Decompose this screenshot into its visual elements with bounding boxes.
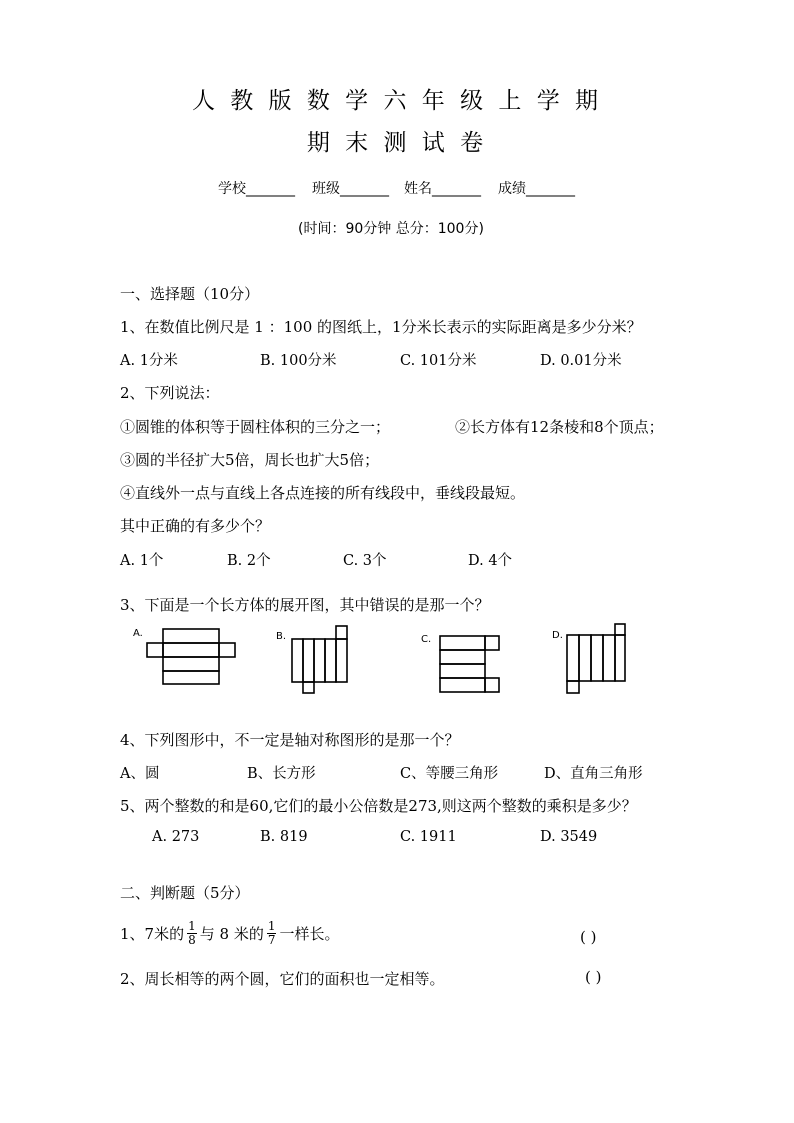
q2-text: 2、下列说法：	[120, 384, 220, 402]
q2-statement-4: ④直线外一点与直线上各点连接的所有线段中，垂线段最短。	[120, 484, 526, 502]
class-field: 班级_______	[312, 181, 389, 197]
q5-text: 5、两个整数的和是60,它们的最小公倍数是273,则这两个整数的乘积是多少？	[120, 797, 637, 815]
section2-heading: 二、判断题（5分）	[120, 884, 250, 902]
q4-option-b: B、长方形	[247, 766, 316, 782]
net-c-diagram	[430, 632, 510, 697]
judge-1-post: 一样长。	[279, 925, 340, 943]
score-field: 成绩_______	[498, 181, 575, 197]
q2-statement-3: ③圆的半径扩大5倍，周长也扩大5倍；	[120, 451, 380, 469]
school-field: 学校_______	[218, 181, 295, 197]
fraction-one-eighth	[187, 920, 197, 947]
judge-1-answer-paren: ( )	[580, 928, 597, 946]
q1-option-a: A. 1分米	[120, 353, 178, 369]
q4-text: 4、下列图形中，不一定是轴对称图形的是那一个？	[120, 731, 460, 749]
judge-1-pre: 1、7米的	[120, 925, 185, 943]
net-a-label: A.	[133, 628, 143, 639]
fraction-one-seventh	[267, 920, 277, 947]
q3-text: 3、下面是一个长方体的展开图，其中错误的是那一个？	[120, 596, 490, 614]
q1-option-c: C. 101分米	[400, 353, 477, 369]
q2-option-c: C. 3个	[343, 553, 387, 569]
fraction-denominator: 7	[267, 933, 276, 947]
net-d-diagram	[560, 620, 635, 698]
judge-2-text: 2、周长相等的两个圆，它们的面积也一定相等。	[120, 970, 445, 988]
fraction-numerator: 1	[188, 919, 196, 933]
q2-statement-2: ②长方体有12条棱和8个顶点；	[455, 418, 664, 436]
q5-option-d: D. 3549	[540, 829, 598, 845]
q2-option-b: B. 2个	[227, 553, 271, 569]
net-c-label: C.	[421, 634, 432, 645]
q4-option-a: A、圆	[120, 766, 160, 782]
q2-option-a: A. 1个	[120, 553, 164, 569]
judge-2-answer-paren: ( )	[585, 968, 602, 986]
net-b-label: B.	[276, 631, 287, 642]
page-title: 人 教 版 数 学 六 年 级 上 学 期	[191, 88, 603, 114]
time-score: (时间：90分钟 总分：100分)	[298, 221, 484, 237]
q2-ask: 其中正确的有多少个？	[120, 517, 271, 535]
judge-1-mid: 与 8 米的	[199, 925, 264, 943]
section1-heading: 一、选择题（10分）	[120, 285, 260, 303]
fraction-numerator: 1	[267, 919, 276, 933]
q4-option-c: C、等腰三角形	[400, 766, 499, 782]
judge-1	[120, 920, 339, 947]
page-subtitle: 期 末 测 试 卷	[306, 130, 488, 156]
q2-statement-1: ①圆锥的体积等于圆柱体积的三分之一；	[120, 418, 391, 436]
q5-option-c: C. 1911	[400, 829, 457, 845]
q1-text: 1、在数值比例尺是 1 ：100 的图纸上，1分米长表示的实际距离是多少分米？	[120, 318, 642, 336]
name-field: 姓名_______	[404, 181, 481, 197]
fraction-denominator: 8	[188, 933, 196, 947]
q1-option-b: B. 100分米	[260, 353, 337, 369]
q2-option-d: D. 4个	[468, 553, 513, 569]
net-b-diagram	[285, 622, 355, 697]
net-d-label: D.	[552, 630, 563, 641]
q5-option-b: B. 819	[260, 829, 308, 845]
q5-option-a: A. 273	[152, 829, 200, 845]
net-a-diagram	[140, 625, 240, 685]
q4-option-d: D、直角三角形	[544, 766, 643, 782]
q1-option-d: D. 0.01分米	[540, 353, 622, 369]
